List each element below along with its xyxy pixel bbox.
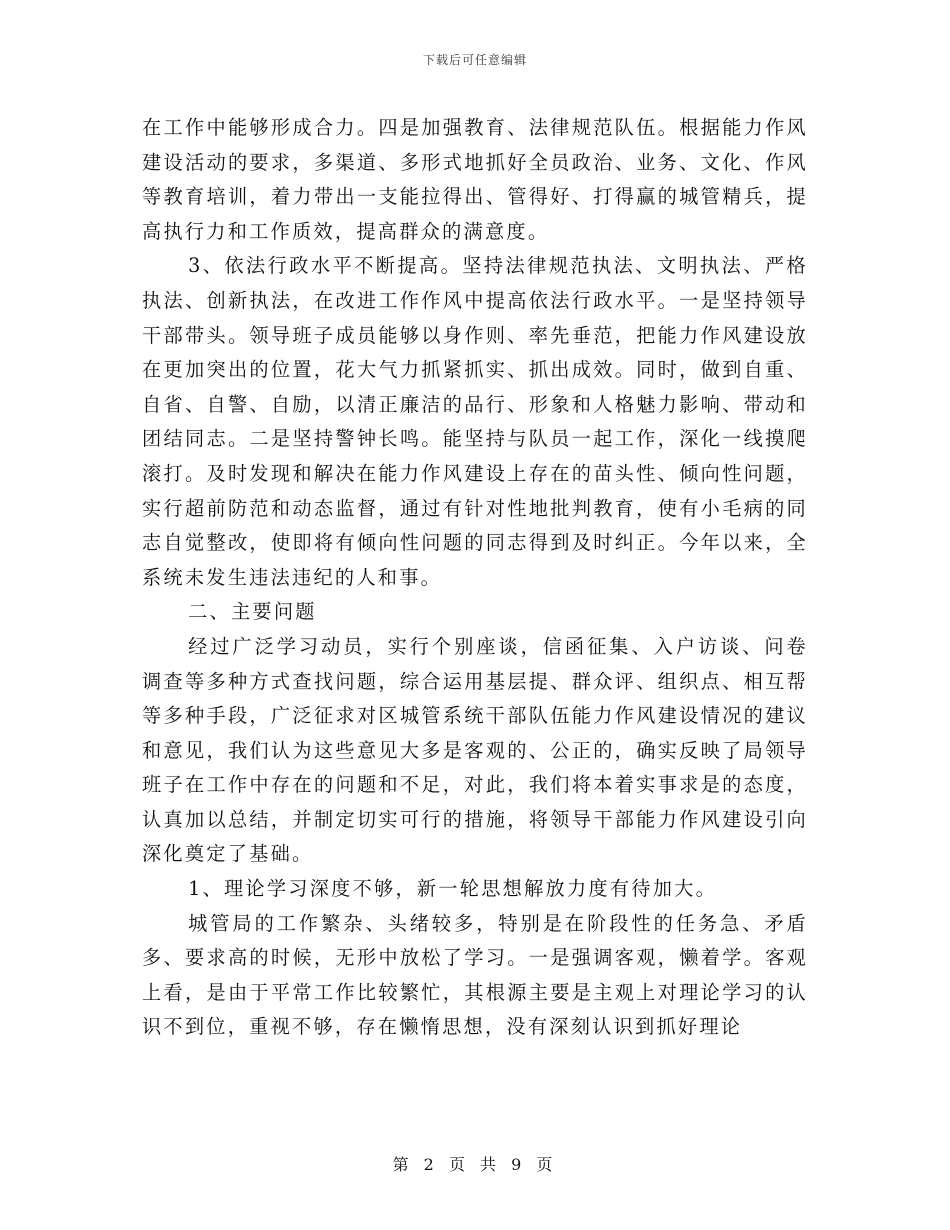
paragraph: 城管局的工作繁杂、头绪较多，特别是在阶段性的任务急、矛盾多、要求高的时候，无形中放松了学习。一是强调客观，懒着学。客观上看，是由于平常工作比较繁忙，其根源主要是主观上对理论学习的认识不到位，重视不够，存在懒惰思想，没有深刻认识到抓好理论 — [142, 911, 808, 1039]
section-heading: 二、主要问题 — [188, 600, 317, 624]
page-number: 第 2 页 共 9 页 — [392, 1155, 558, 1174]
page-header: 下载后可任意编辑 — [422, 53, 527, 67]
document-body — [142, 111, 808, 1045]
paragraph: 经过广泛学习动员，实行个别座谈，信函征集、入户访谈、问卷调查等多种方式查找问题，综合运用基层提、群众评、组织点、相互帮等多种手段，广泛征求对区城管系统干部队伍能力作风建设情况的建议和意见，我们认为这些意见大多是客观的、公正的，确实反映了局领导班子在工作中存在的问题和不足，对此，我们将本着实事求是的态度，认真加以总结，并制定切实可行的措施，将领导干部能力作风建设引向深化奠定了基础。 — [142, 634, 808, 866]
paragraph: 在工作中能够形成合力。四是加强教育、法律规范队伍。根据能力作风建设活动的要求，多渠道、多形式地抓好全员政治、业务、文化、作风等教育培训，着力带出一支能拉得出、管得好、打得赢的城管精兵，提高执行力和工作质效，提高群众的满意度。 — [142, 116, 808, 243]
subsection-heading: 1、理论学习深度不够，新一轮思想解放力度有待加大。 — [188, 877, 718, 901]
paragraph: 3、依法行政水平不断提高。坚持法律规范执法、文明执法、严格执法、创新执法，在改进工作作风中提高依法行政水平。一是坚持领导干部带头。领导班子成员能够以身作则、率先垂范，把能力作风建设放在更加突出的位置，花大气力抓紧抓实、抓出成效。同时，做到自重、自省、自警、自励，以清正廉洁的品行、形象和人格魅力影响、带动和团结同志。二是坚持警钟长鸣。能坚持与队员一起工作，深化一线摸爬滚打。及时发现和解决在能力作风建设上存在的苗头性、倾向性问题，实行超前防范和动态监督，通过有针对性地批判教育，使有小毛病的同志自觉整改，使即将有倾向性问题的同志得到及时纠正。今年以来，全系统未发生违法违纪的人和事。 — [142, 254, 808, 589]
